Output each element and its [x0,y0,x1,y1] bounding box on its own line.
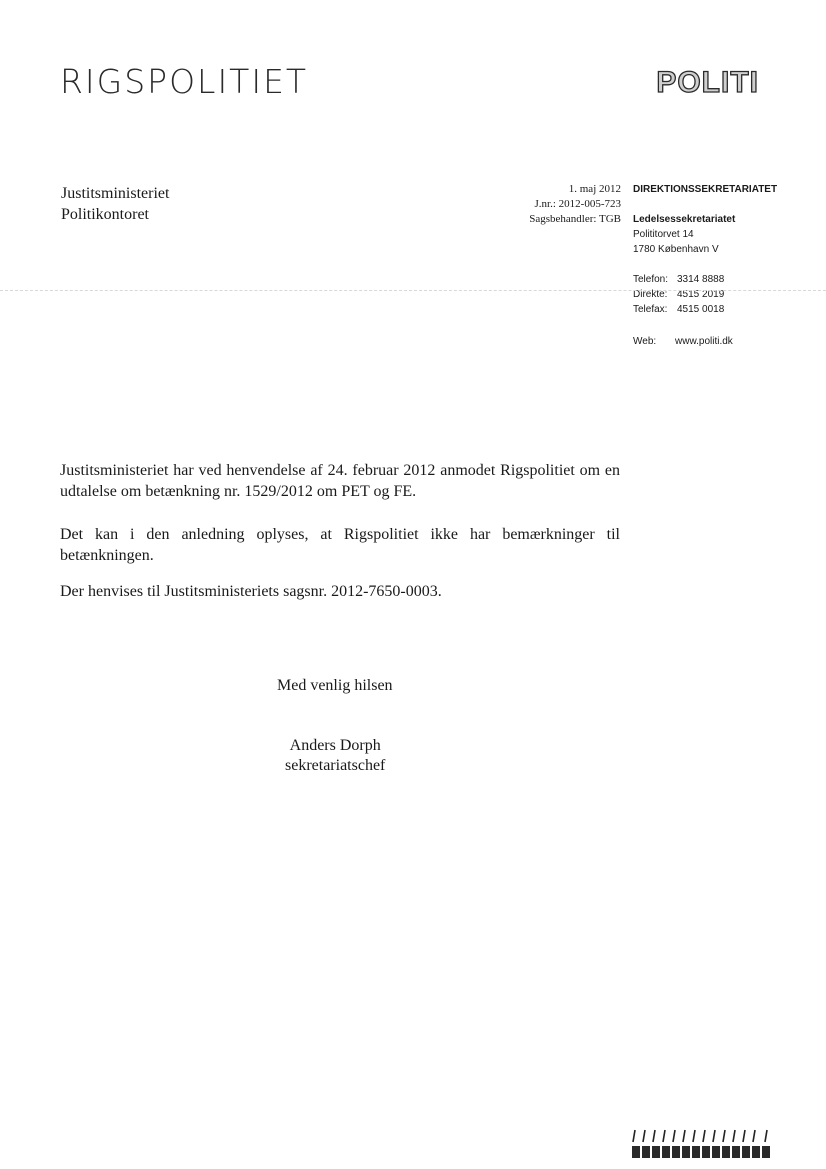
body-paragraph: Justitsministeriet har ved henvendelse af 24. februar 2012 anmodet Rigspolitiet om en udtalelse om betænkning nr. 1529/2012 om PET og FE. [60,462,620,500]
direct-label: Direkte: [633,289,668,300]
signature-block [285,736,385,776]
journal-number: J.nr.: 2012-005-723 [534,198,621,210]
sender-block [633,182,813,349]
politi-logo: POLITI [656,66,759,99]
web-value: www.politi.dk [675,336,733,347]
body-paragraph: Der henvises til Justitsministeriets sagsnr. 2012-7650-0003. [60,583,442,600]
body-paragraph: Det kan i den anledning oplyses, at Rigspolitiet ikke har bemærkninger til betænkningen. [60,526,620,564]
city-address: 1780 København V [633,244,719,255]
street-address: Polititorvet 14 [633,229,694,240]
signer-name: Anders Dorph [289,737,381,754]
fax-row [633,302,813,317]
web-label: Web: [633,336,657,347]
direct-value: 4515 2019 [677,289,725,300]
web-row [633,334,813,349]
unit-name: Ledelsessekretariatet [633,214,736,225]
fax-value: 4515 0018 [677,304,725,315]
phone-value: 3314 8888 [677,274,725,285]
fax-label: Telefax: [633,304,668,315]
recipient-line: Justitsministeriet [61,185,170,202]
recipient-line: Politikontoret [61,206,149,223]
letter-meta [421,182,621,227]
recipient-block [61,183,169,225]
phone-label: Telefon: [633,274,669,285]
signer-title: sekretariatschef [285,757,386,774]
phone-row [633,272,813,287]
case-handler: Sagsbehandler: TGB [529,213,621,225]
letter-date: 1. maj 2012 [568,183,621,195]
closing-greeting: Med venlig hilsen [277,677,393,694]
barcode-mark [631,1128,771,1162]
department-name: DIREKTIONSSEKRETARIATET [633,184,778,195]
organization-name: RIGSPOLITIET [60,62,309,101]
fold-line-divider [0,290,826,291]
